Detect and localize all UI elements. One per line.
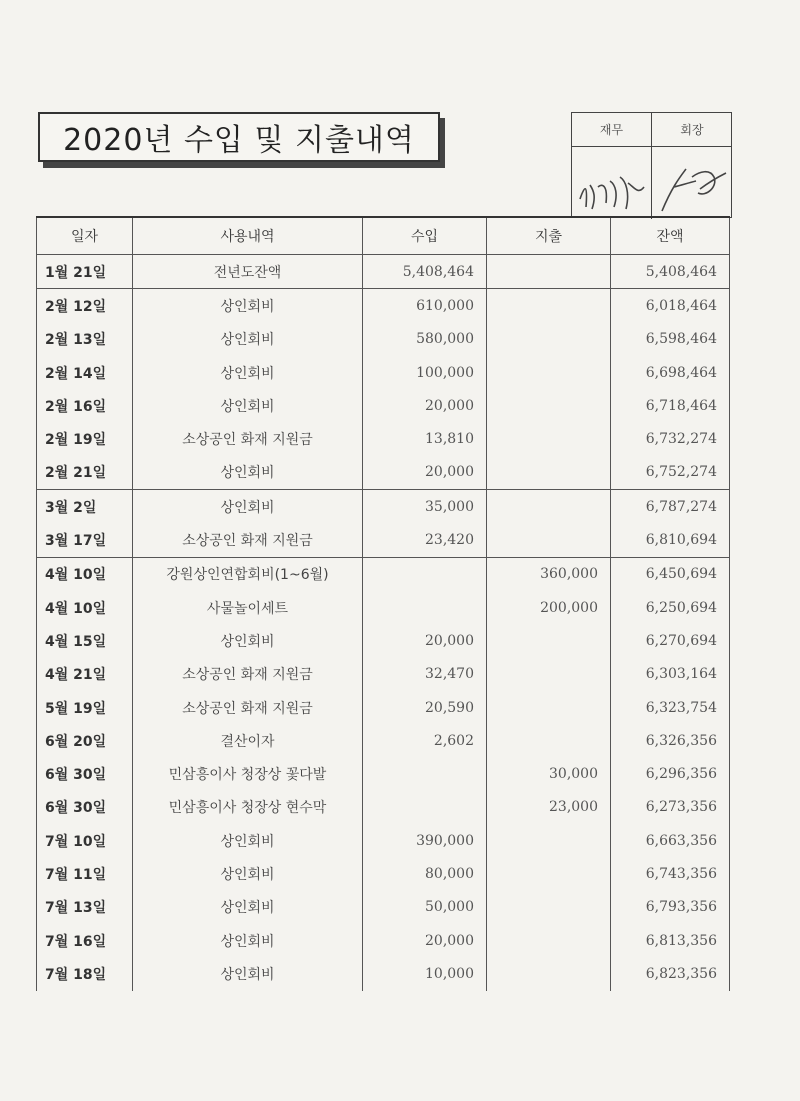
row-balance: 6,323,754 [611, 691, 730, 724]
row-expense [487, 422, 611, 455]
row-expense [487, 323, 611, 356]
row-description: 상인회비 [133, 289, 363, 323]
row-date: 2월 14일 [37, 356, 133, 389]
row-date: 6월 30일 [37, 757, 133, 790]
row-income: 20,000 [363, 624, 487, 657]
row-balance: 6,450,694 [611, 557, 730, 591]
row-income: 580,000 [363, 323, 487, 356]
row-income: 35,000 [363, 490, 487, 524]
row-date: 1월 21일 [37, 255, 133, 289]
row-income: 80,000 [363, 857, 487, 890]
row-description: 상인회비 [133, 456, 363, 490]
row-description: 상인회비 [133, 891, 363, 924]
row-description: 소상공인 화재 지원금 [133, 523, 363, 557]
row-date: 4월 15일 [37, 624, 133, 657]
row-balance: 6,743,356 [611, 857, 730, 890]
row-balance: 6,303,164 [611, 658, 730, 691]
row-income [363, 791, 487, 824]
table-row [37, 957, 730, 990]
row-balance: 6,787,274 [611, 490, 730, 524]
row-description: 상인회비 [133, 389, 363, 422]
row-balance: 6,698,464 [611, 356, 730, 389]
row-expense [487, 857, 611, 890]
row-expense [487, 255, 611, 289]
row-expense [487, 356, 611, 389]
row-description: 상인회비 [133, 490, 363, 524]
row-balance: 6,813,356 [611, 924, 730, 957]
header-date: 일자 [37, 217, 133, 255]
row-expense [487, 289, 611, 323]
row-income: 390,000 [363, 824, 487, 857]
approval-label-finance: 재무 [572, 113, 652, 147]
header-description: 사용내역 [133, 217, 363, 255]
row-balance: 6,752,274 [611, 456, 730, 490]
table-row [37, 591, 730, 624]
row-expense [487, 691, 611, 724]
row-income: 23,420 [363, 523, 487, 557]
row-description: 상인회비 [133, 924, 363, 957]
row-date: 2월 16일 [37, 389, 133, 422]
row-balance: 6,793,356 [611, 891, 730, 924]
row-date: 4월 21일 [37, 658, 133, 691]
row-description: 강원상인연합회비(1~6월) [133, 557, 363, 591]
row-balance: 6,250,694 [611, 591, 730, 624]
row-date: 4월 10일 [37, 591, 133, 624]
row-date: 6월 20일 [37, 724, 133, 757]
row-balance: 6,598,464 [611, 323, 730, 356]
row-description: 민삼흥이사 청장상 꽃다발 [133, 757, 363, 790]
row-date: 3월 2일 [37, 490, 133, 524]
row-income: 100,000 [363, 356, 487, 389]
table-row [37, 356, 730, 389]
table-row [37, 724, 730, 757]
row-expense: 200,000 [487, 591, 611, 624]
row-expense [487, 957, 611, 990]
table-row [37, 658, 730, 691]
table-row [37, 456, 730, 490]
row-date: 7월 11일 [37, 857, 133, 890]
row-date: 2월 12일 [37, 289, 133, 323]
header-expense: 지출 [487, 217, 611, 255]
row-date: 7월 13일 [37, 891, 133, 924]
row-income: 20,590 [363, 691, 487, 724]
row-balance: 6,663,356 [611, 824, 730, 857]
row-income: 610,000 [363, 289, 487, 323]
row-income [363, 757, 487, 790]
row-expense [487, 456, 611, 490]
document-title: 2020년 수입 및 지출내역 [63, 123, 415, 158]
header-balance: 잔액 [611, 217, 730, 255]
row-income: 20,000 [363, 924, 487, 957]
table-row [37, 824, 730, 857]
row-balance: 6,273,356 [611, 791, 730, 824]
table-row [37, 691, 730, 724]
table-row [37, 857, 730, 890]
row-income: 20,000 [363, 389, 487, 422]
row-income: 50,000 [363, 891, 487, 924]
president-signature [652, 147, 732, 219]
row-description: 민삼흥이사 청장상 현수막 [133, 791, 363, 824]
row-date: 5월 19일 [37, 691, 133, 724]
row-expense: 360,000 [487, 557, 611, 591]
row-balance: 5,408,464 [611, 255, 730, 289]
row-date: 2월 19일 [37, 422, 133, 455]
row-income [363, 557, 487, 591]
row-date: 4월 10일 [37, 557, 133, 591]
row-balance: 6,018,464 [611, 289, 730, 323]
table-row [37, 757, 730, 790]
row-description: 상인회비 [133, 323, 363, 356]
approval-box [571, 112, 732, 218]
row-income: 20,000 [363, 456, 487, 490]
row-date: 7월 16일 [37, 924, 133, 957]
row-date: 2월 13일 [37, 323, 133, 356]
row-balance: 6,296,356 [611, 757, 730, 790]
row-description: 사물놀이세트 [133, 591, 363, 624]
row-expense [487, 924, 611, 957]
row-expense: 23,000 [487, 791, 611, 824]
row-income: 2,602 [363, 724, 487, 757]
table-row [37, 624, 730, 657]
row-balance: 6,718,464 [611, 389, 730, 422]
row-expense [487, 824, 611, 857]
table-row [37, 323, 730, 356]
row-description: 결산이자 [133, 724, 363, 757]
table-row [37, 791, 730, 824]
row-description: 상인회비 [133, 824, 363, 857]
row-description: 소상공인 화재 지원금 [133, 658, 363, 691]
table-row [37, 924, 730, 957]
approval-label-president: 회장 [652, 113, 732, 147]
row-expense [487, 624, 611, 657]
row-income [363, 591, 487, 624]
row-description: 상인회비 [133, 957, 363, 990]
table-row [37, 523, 730, 557]
table-header-row [37, 217, 730, 255]
row-expense [487, 891, 611, 924]
table-row [37, 490, 730, 524]
row-date: 6월 30일 [37, 791, 133, 824]
row-income: 10,000 [363, 957, 487, 990]
row-description: 전년도잔액 [133, 255, 363, 289]
row-balance: 6,270,694 [611, 624, 730, 657]
row-expense: 30,000 [487, 757, 611, 790]
ledger-table [36, 216, 730, 991]
row-expense [487, 658, 611, 691]
row-balance: 6,823,356 [611, 957, 730, 990]
row-expense [487, 724, 611, 757]
table-row [37, 557, 730, 591]
table-row [37, 891, 730, 924]
row-date: 7월 10일 [37, 824, 133, 857]
row-description: 소상공인 화재 지원금 [133, 691, 363, 724]
row-balance: 6,326,356 [611, 724, 730, 757]
row-balance: 6,732,274 [611, 422, 730, 455]
table-row [37, 389, 730, 422]
table-row [37, 255, 730, 289]
row-description: 상인회비 [133, 624, 363, 657]
table-row [37, 422, 730, 455]
row-expense [487, 389, 611, 422]
row-balance: 6,810,694 [611, 523, 730, 557]
title-box [38, 112, 440, 162]
row-income: 5,408,464 [363, 255, 487, 289]
row-expense [487, 490, 611, 524]
row-income: 13,810 [363, 422, 487, 455]
table-row [37, 289, 730, 323]
row-date: 2월 21일 [37, 456, 133, 490]
header-income: 수입 [363, 217, 487, 255]
row-income: 32,470 [363, 658, 487, 691]
row-description: 상인회비 [133, 857, 363, 890]
row-description: 상인회비 [133, 356, 363, 389]
finance-signature [572, 147, 652, 219]
row-expense [487, 523, 611, 557]
row-description: 소상공인 화재 지원금 [133, 422, 363, 455]
row-date: 3월 17일 [37, 523, 133, 557]
row-date: 7월 18일 [37, 957, 133, 990]
